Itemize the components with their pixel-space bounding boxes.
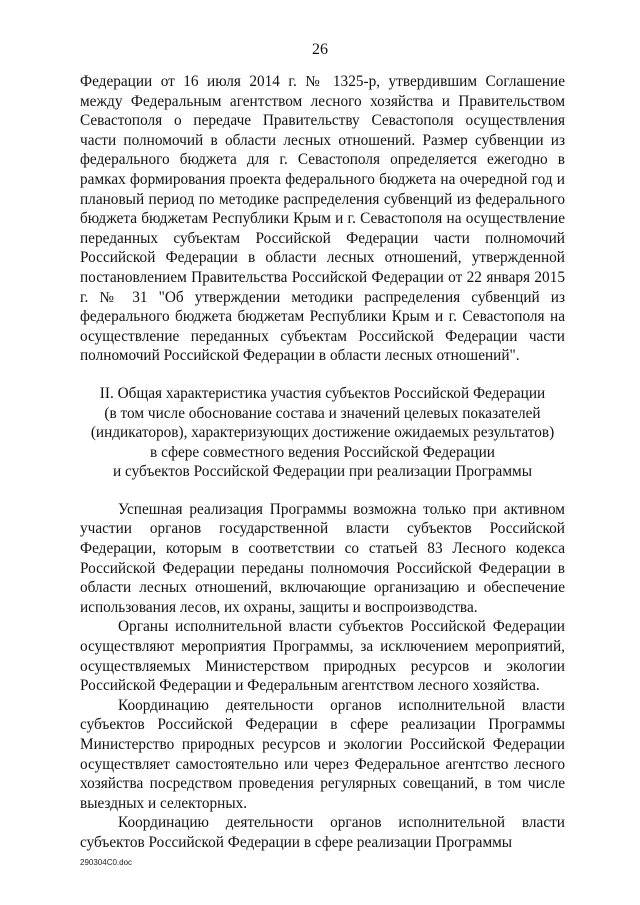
paragraph: Координацию деятельности органов исполнительной власти субъектов Российской Федерации в сфере реализации Программы Министерство природных ресурсов и экологии Российской Федерации осуществляет самостоятельно или через Федеральное агентство лесного хозяйства посредством проведения регулярных совещаний, в том числе выездных и селекторных. bbox=[80, 696, 565, 812]
footer-file-code: 290304C0.doc bbox=[80, 858, 133, 867]
paragraph: Органы исполнительной власти субъектов Российской Федерации осуществляют мероприятия Программы, за исключением мероприятий, осуществляемых Министерством природных ресурсов и экологии Российской Федерации и Федеральным агентством лесного хозяйства. bbox=[80, 618, 565, 695]
section-heading-line: II. Общая характеристика участия субъектов Российской Федерации bbox=[99, 384, 546, 402]
paragraph: Координацию деятельности органов исполнительной власти субъектов Российской Федерации в сфере реализации Программы bbox=[80, 814, 565, 851]
section-heading-line: в сфере совместного ведения Российской Федерации bbox=[150, 443, 495, 461]
section-heading-line: и субъектов Российской Федерации при реализации Программы bbox=[113, 463, 532, 481]
section-heading bbox=[80, 384, 565, 482]
page-number: 26 bbox=[312, 41, 328, 58]
section-heading-line: (индикаторов), характеризующих достижение ожидаемых результатов) bbox=[90, 424, 555, 442]
section-heading-line: (в том числе обоснование состава и значений целевых показателей bbox=[104, 404, 541, 422]
document-body bbox=[80, 72, 565, 853]
paragraph-continuation: Федерации от 16 июля 2014 г. № 1325-р, утвердившим Соглашение между Федеральным агентством лесного хозяйства и Правительством Севастополя о передаче Правительству Севастополя осуществления части полномочий в области лесных отношений. Размер субвенции из федерального бюджета для г. Севастополя определяется ежегодно в рамках формирования проекта федерального бюджета на очередной год и плановый период по методике распределения субвенций из федерального бюджета бюджетам Республики Крым и г. Севастополя на осуществление переданных субъектам Российской Федерации части полномочий Российской Федерации в области лесных отношений, утвержденной постановлением Правительства Российской Федерации от 22 января 2015 г. № 31 "Об утверждении методики распределения субвенций из федерального бюджета бюджетам Республики Крым и г. Севастополя на осуществление переданных субъектам Российской Федерации части полномочий Российской Федерации в области лесных отношений". bbox=[80, 73, 565, 365]
paragraph: Успешная реализация Программы возможна только при активном участии органов государственной власти субъектов Российской Федерации, которым в соответствии со статьей 83 Лесного кодекса Российской Федерации переданы полномочия Российской Федерации в области лесных отношений, включающие организацию и обеспечение использования лесов, их охраны, защиты и воспроизводства. bbox=[80, 500, 565, 616]
